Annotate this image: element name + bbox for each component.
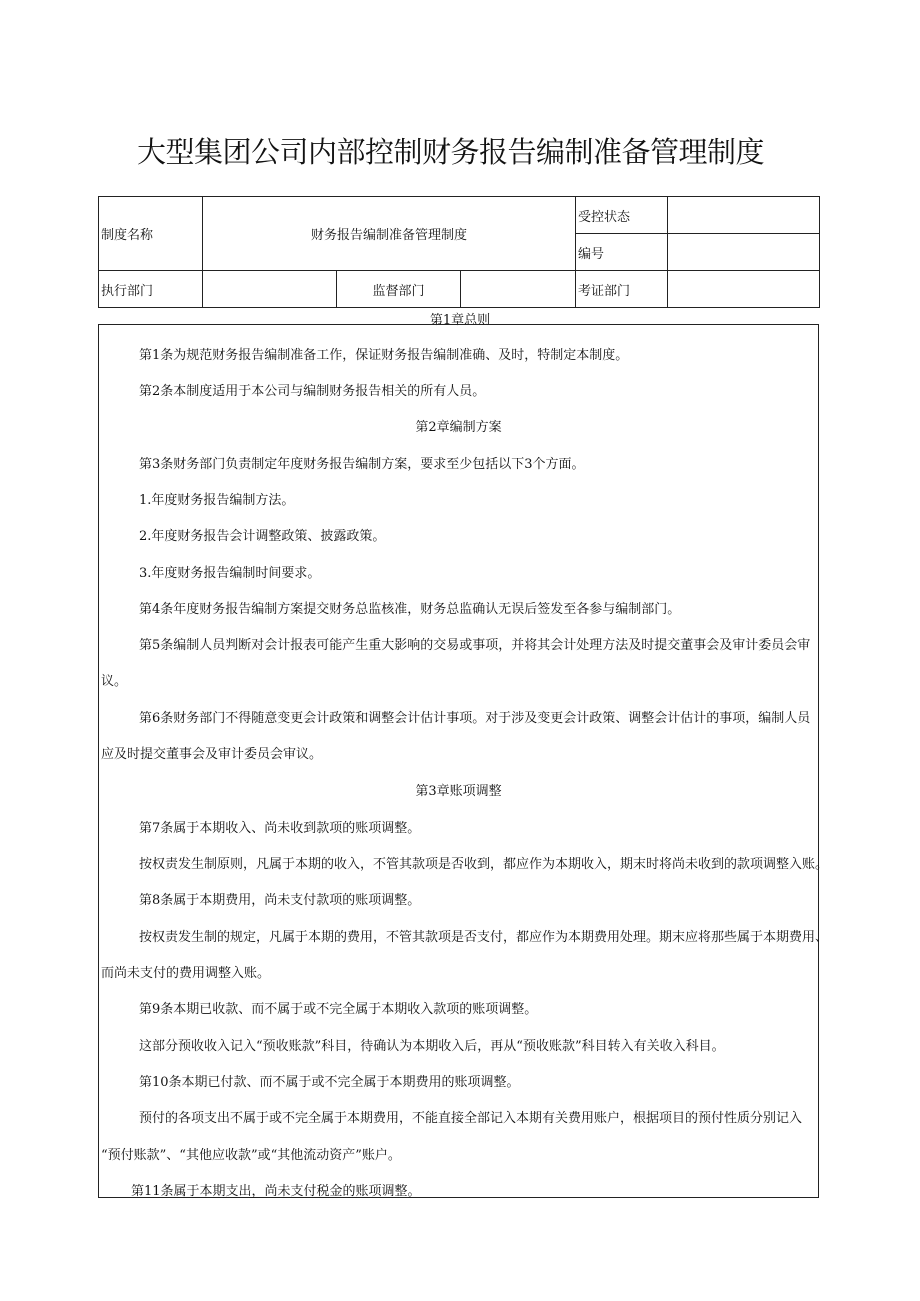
policy-body xyxy=(98,324,829,1199)
number-label: 编号 xyxy=(576,234,668,271)
article-9: 第9条本期已收款、而不属于或不完全属于本期收入款项的账项调整。 xyxy=(139,1002,538,1017)
article-3: 第3条财务部门负责制定年度财务报告编制方案，要求至少包括以下3个方面。 xyxy=(139,457,585,472)
article-5-line-1: 第5条编制人员判断对会计报表可能产生重大影响的交易或事项，并将其会计处理方法及时提交董事会及审计委员会审 xyxy=(139,638,811,653)
number-value xyxy=(668,234,820,271)
list-item-3: 3.年度财务报告编制时间要求。 xyxy=(139,566,321,581)
list-item-1: 1.年度财务报告编制方法。 xyxy=(139,493,295,508)
document-title: 大型集团公司内部控制财务报告编制准备管理制度 xyxy=(137,135,765,169)
article-9-detail: 这部分预收收入记入“预收账款”科目，待确认为本期收入后，再从“预收账款”科目转入有关收入科目。 xyxy=(139,1039,725,1054)
article-1: 第1条为规范财务报告编制准备工作，保证财务报告编制准确、及时，特制定本制度。 xyxy=(139,348,629,363)
control-status-value xyxy=(668,197,820,234)
article-7: 第7条属于本期收入、尚未收到款项的账项调整。 xyxy=(139,821,421,836)
article-2: 第2条本制度适用于本公司与编制财务报告相关的所有人员。 xyxy=(139,384,486,399)
article-8-detail-line-2: 而尚未支付的费用调整入账。 xyxy=(101,966,271,981)
exec-dept-value xyxy=(203,271,337,308)
supervise-dept-value xyxy=(461,271,576,308)
chapter-1-heading: 第1章总则 xyxy=(429,313,491,328)
verify-dept-label: 考证部门 xyxy=(576,271,668,308)
policy-name-label: 制度名称 xyxy=(99,197,203,271)
exec-dept-label: 执行部门 xyxy=(99,271,203,308)
article-8: 第8条属于本期费用，尚未支付款项的账项调整。 xyxy=(139,893,421,908)
chapter-2-heading: 第2章编制方案 xyxy=(415,420,502,435)
article-6-line-1: 第6条财务部门不得随意变更会计政策和调整会计估计事项。对于涉及变更会计政策、调整会计估计的事项，编制人员 xyxy=(139,711,811,726)
article-5-line-2: 议。 xyxy=(101,674,128,689)
policy-name-value: 财务报告编制准备管理制度 xyxy=(203,197,576,271)
article-10-detail-line-1: 预付的各项支出不属于或不完全属于本期费用，不能直接全部记入本期有关费用账户，根据项目的预付性质分别记入 xyxy=(139,1111,803,1126)
article-7-detail: 按权责发生制原则，凡属于本期的收入，不管其款项是否收到，都应作为本期收入，期末时将尚未收到的款项调整入账。 xyxy=(139,857,829,872)
article-6-line-2: 应及时提交董事会及审计委员会审议。 xyxy=(101,747,323,762)
article-8-detail-line-1: 按权责发生制的规定，凡属于本期的费用，不管其款项是否支付，都应作为本期费用处理。期末应将那些属于本期费用、 xyxy=(139,930,829,945)
article-11: 第11条属于本期支出，尚未支付税金的账项调整。 xyxy=(131,1184,421,1199)
control-status-label: 受控状态 xyxy=(576,197,668,234)
verify-dept-value xyxy=(668,271,820,308)
header-table xyxy=(98,196,820,308)
supervise-dept-label: 监督部门 xyxy=(337,271,461,308)
article-10-detail-line-2: “预付账款”、“其他应收款”或“其他流动资产”账户。 xyxy=(101,1148,401,1163)
article-10: 第10条本期已付款、而不属于或不完全属于本期费用的账项调整。 xyxy=(139,1075,520,1090)
list-item-2: 2.年度财务报告会计调整政策、披露政策。 xyxy=(139,529,386,544)
chapter-3-heading: 第3章账项调整 xyxy=(415,784,502,799)
article-4: 第4条年度财务报告编制方案提交财务总监核准，财务总监确认无误后签发至各参与编制部门。 xyxy=(139,602,681,617)
